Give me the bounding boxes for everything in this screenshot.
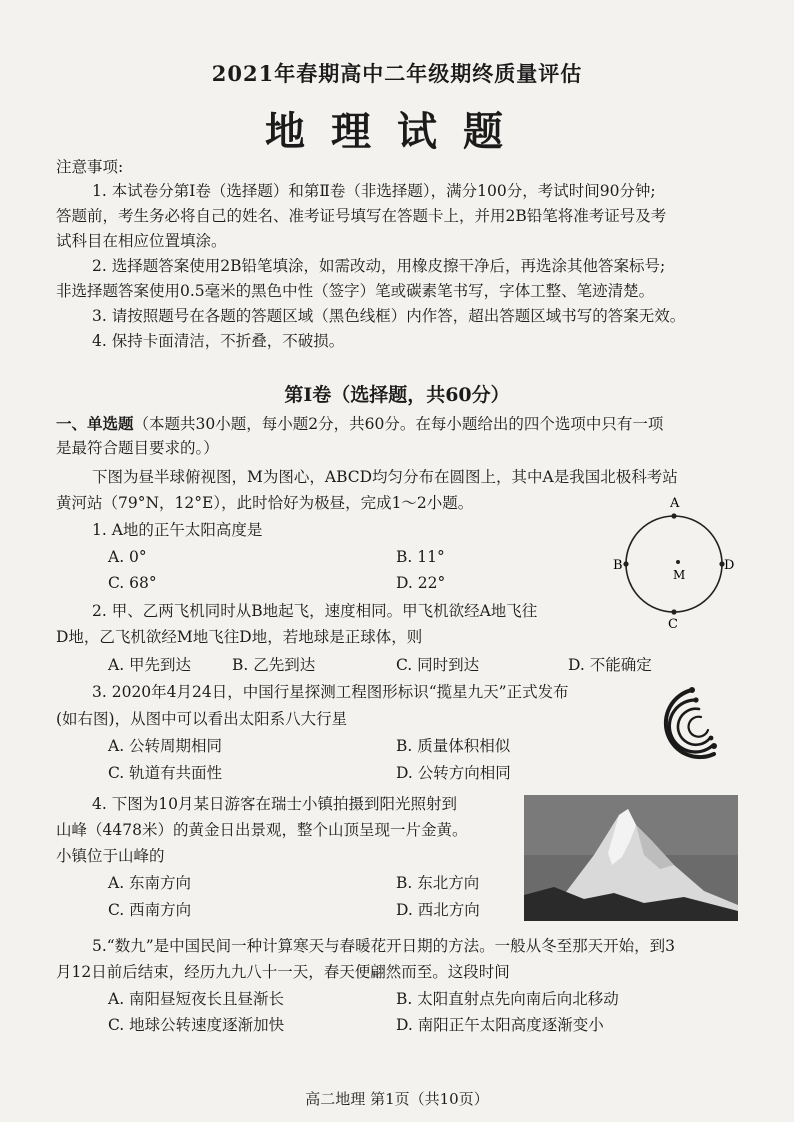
part-label: 一、单选题 xyxy=(56,414,134,433)
question-stem: (如右图)，从图中可以看出太阳系八大行星 xyxy=(56,710,348,728)
notice-heading: 注意事项: xyxy=(56,158,124,176)
question-stem: 5.“数九”是中国民间一种计算寒天与春暖花开日期的方法。一般从冬至那天开始，到3 xyxy=(92,937,676,955)
intro-line: 下图为昼半球俯视图，M为图心，ABCD均匀分布在圆图上，其中A是我国北极科考站 xyxy=(92,468,678,486)
part-heading xyxy=(56,413,663,435)
option-a: A. 东南方向 xyxy=(108,874,192,892)
option-a: A. 0° xyxy=(108,548,147,566)
question-stem: 小镇位于山峰的 xyxy=(56,847,165,865)
option-d: D. 22° xyxy=(396,574,446,592)
label-m: M xyxy=(673,568,686,582)
option-a: A. 甲先到达 xyxy=(108,656,192,674)
option-b: B. 太阳直射点先向南后向北移动 xyxy=(396,990,619,1008)
notice-line: 1. 本试卷分第Ⅰ卷（选择题）和第Ⅱ卷（非选择题），满分100分，考试时间90分钟; xyxy=(92,182,656,200)
option-a: A. 公转周期相同 xyxy=(108,737,223,755)
notice-line: 3. 请按照题号在各题的答题区域（黑色线框）内作答，超出答题区域书写的答案无效。 xyxy=(92,307,686,325)
section-title: 第Ⅰ卷（选择题，共60分） xyxy=(284,384,510,406)
notice-line: 4. 保持卡面清洁，不折叠，不破损。 xyxy=(92,332,345,350)
planet-exploration-logo xyxy=(652,680,730,766)
intro-line: 黄河站（79°N，12°E），此时恰好为极昼，完成1～2小题。 xyxy=(56,494,474,512)
notice-line: 2. 选择题答案使用2B铅笔填涂，如需改动，用橡皮擦干净后，再选涂其他答案标号; xyxy=(92,257,666,275)
option-d: D. 不能确定 xyxy=(568,656,652,674)
mountain-sunrise-photo xyxy=(524,795,738,921)
question-stem: 4. 下图为10月某日游客在瑞士小镇拍摄到阳光照射到 xyxy=(92,795,457,813)
option-c: C. 68° xyxy=(108,574,157,592)
page-footer: 高二地理 第1页（共10页） xyxy=(305,1090,489,1108)
question-stem: D地，乙飞机欲经M地飞往D地，若地球是正球体，则 xyxy=(56,628,423,646)
subject-title: 地理试题 xyxy=(265,108,529,155)
part-desc-cont: 是最符合题目要求的。） xyxy=(56,439,219,457)
question-stem: 月12日前后结束，经历九九八十一天，春天便翩然而至。这段时间 xyxy=(56,963,510,981)
option-c: C. 地球公转速度逐渐加快 xyxy=(108,1016,285,1034)
notice-line: 非选择题答案使用0.5毫米的黑色中性（签字）笔或碳素笔书写，字体工整、笔迹清楚。 xyxy=(56,282,655,300)
option-d: D. 公转方向相同 xyxy=(396,764,511,782)
label-a: A xyxy=(670,496,680,511)
option-b: B. 质量体积相似 xyxy=(396,737,511,755)
notice-line: 答题前，考生务必将自己的姓名、准考证号填写在答题卡上，并用2B铅笔将准考证号及考 xyxy=(56,207,667,225)
notice-line: 试科目在相应位置填涂。 xyxy=(56,232,227,250)
question-stem: 山峰（4478米）的黄金日出景观，整个山顶呈现一片金黄。 xyxy=(56,821,468,839)
option-b: B. 乙先到达 xyxy=(232,656,316,674)
part-desc: （本题共30小题，每小题2分，共60分。在每小题给出的四个选项中只有一项 xyxy=(133,415,664,433)
day-hemisphere-diagram xyxy=(613,494,735,634)
option-a: A. 南阳昼短夜长且昼渐长 xyxy=(108,990,285,1008)
label-d: D xyxy=(724,558,735,573)
label-b: B xyxy=(613,558,623,573)
option-c: C. 同时到达 xyxy=(396,656,480,674)
question-stem: 1. A地的正午太阳高度是 xyxy=(92,521,263,539)
question-stem: 2. 甲、乙两飞机同时从B地起飞，速度相同。甲飞机欲经A地飞往 xyxy=(92,602,538,620)
option-d: D. 南阳正午太阳高度逐渐变小 xyxy=(396,1016,604,1034)
label-c: C xyxy=(668,617,678,632)
option-b: B. 11° xyxy=(396,548,445,566)
option-d: D. 西北方向 xyxy=(396,901,480,919)
exam-title: 2021年春期高中二年级期终质量评估 xyxy=(211,61,583,86)
question-stem: 3. 2020年4月24日，中国行星探测工程图形标识“揽星九天”正式发布 xyxy=(92,683,569,701)
option-b: B. 东北方向 xyxy=(396,874,480,892)
option-c: C. 西南方向 xyxy=(108,901,192,919)
option-c: C. 轨道有共面性 xyxy=(108,764,223,782)
